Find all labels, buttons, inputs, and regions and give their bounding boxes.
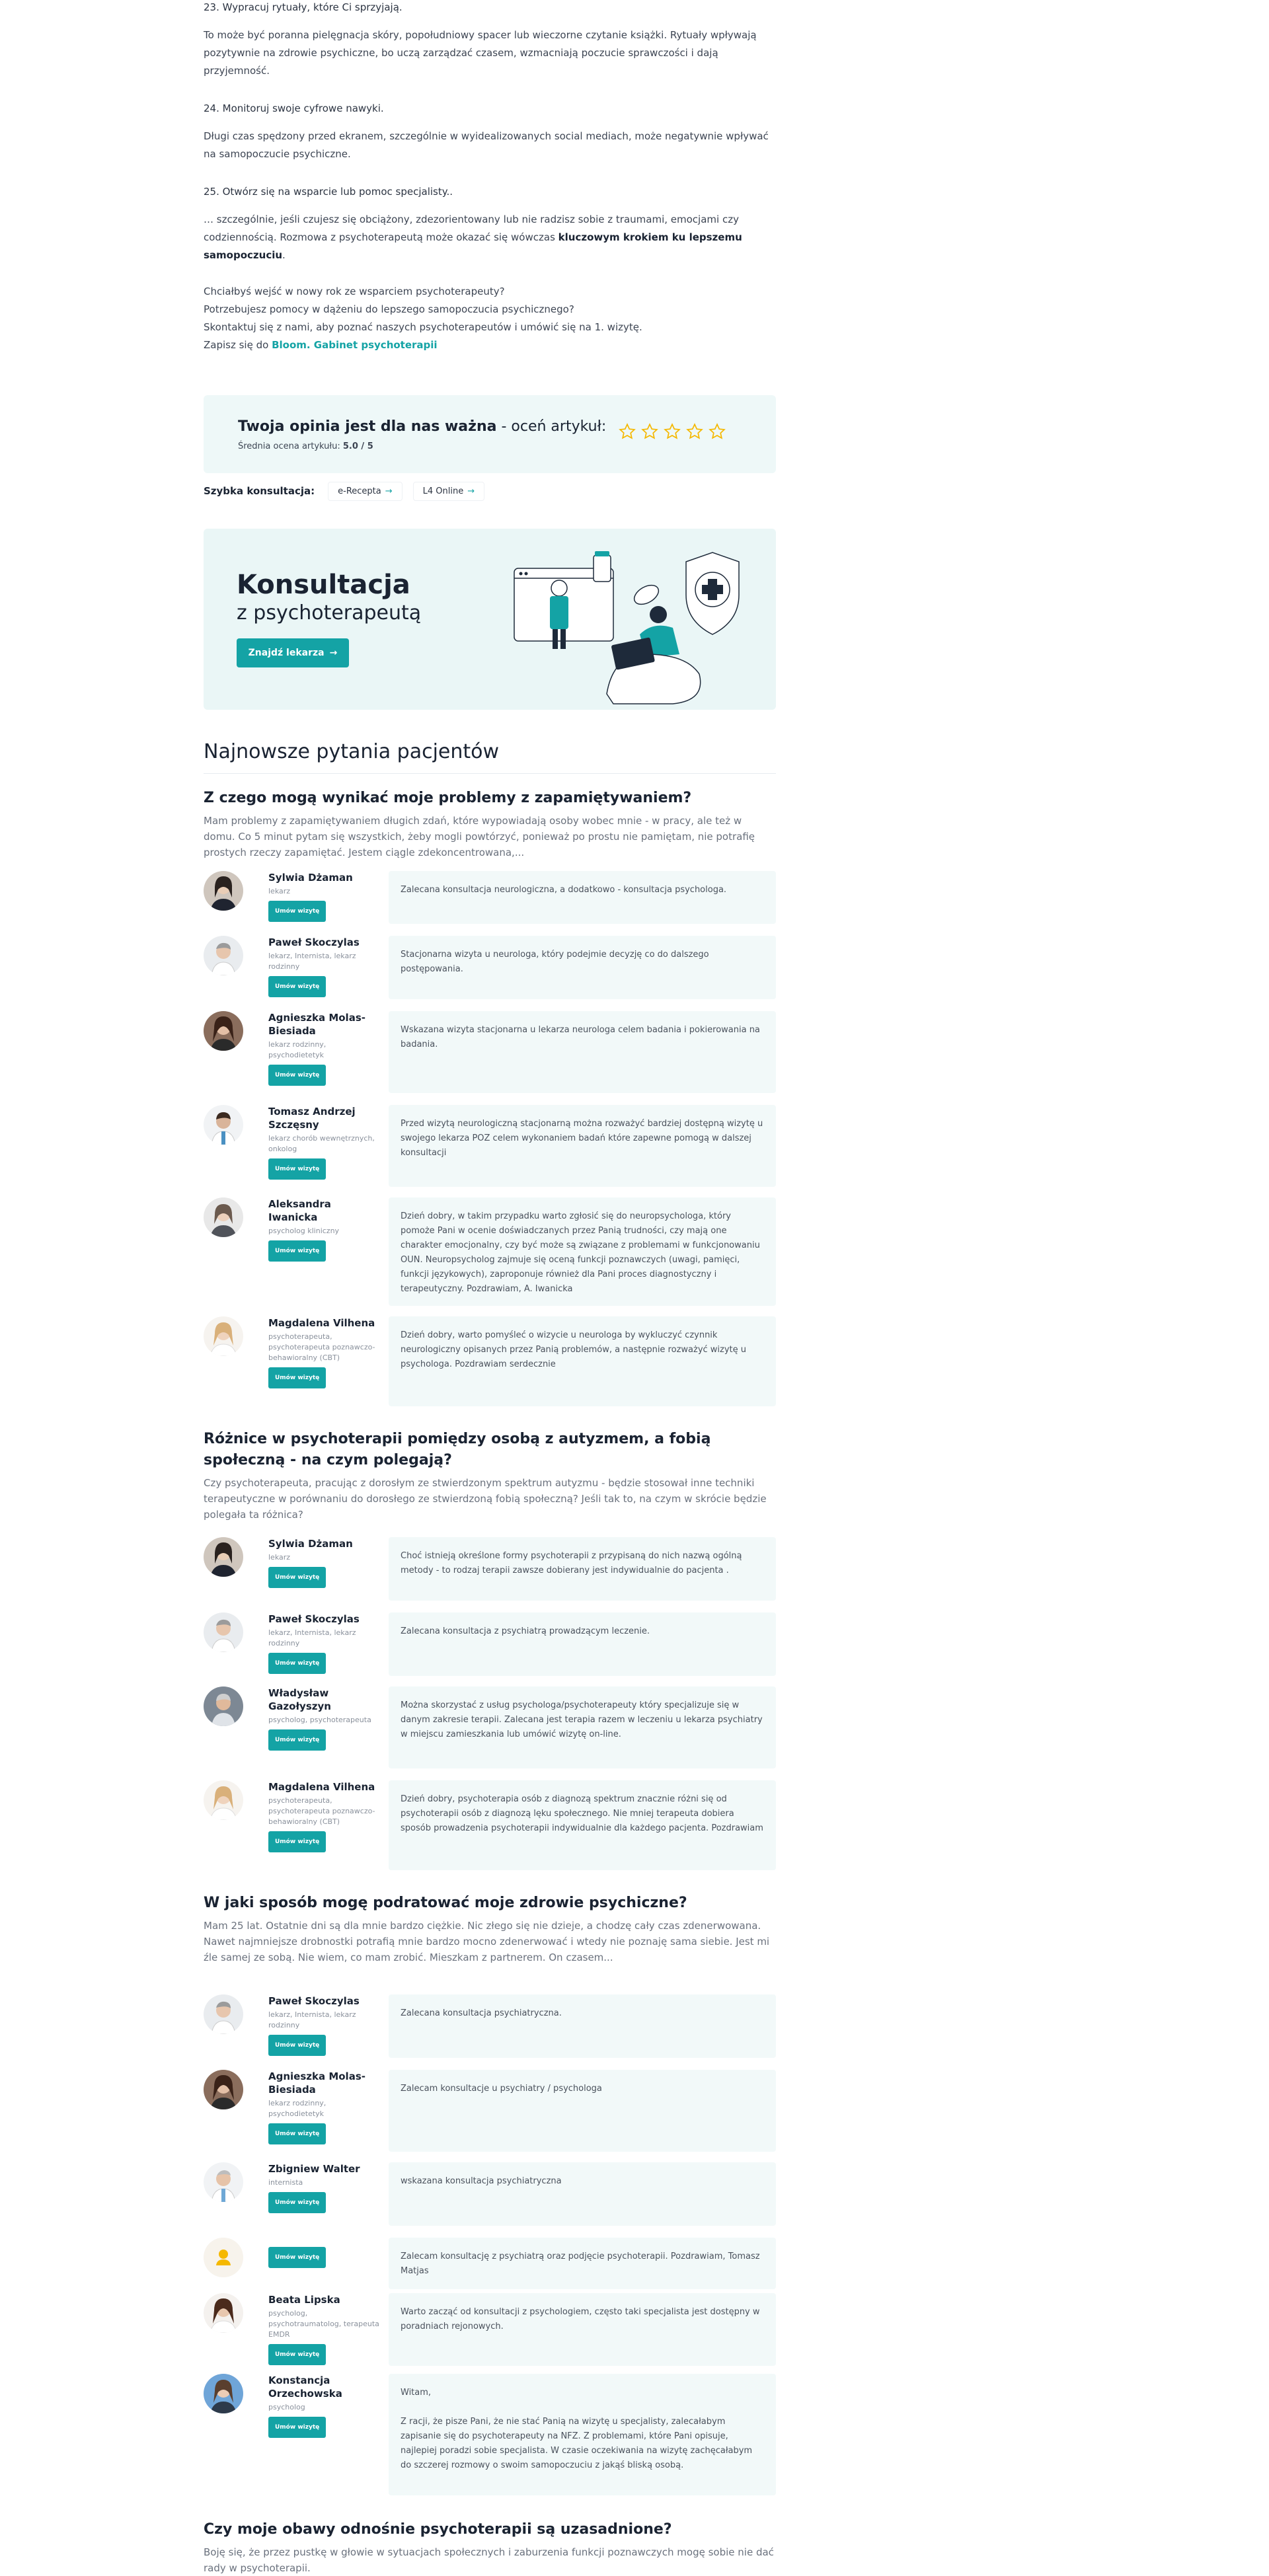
book-visit-button[interactable]: Umów wizytę [268,976,326,997]
button-label: Znajdź lekarza [248,648,325,658]
doctor-role: lekarz, Internista, lekarz rodzinny [268,952,356,971]
quick-consultation-label: Szybka konsultacja: [204,485,315,497]
list-item-heading: 25. Otwórz się na wsparcie lub pomoc specjalisty.. [204,186,453,198]
avatar[interactable] [204,1686,243,1726]
avatar[interactable] [204,1994,243,2034]
answer-text: Przed wizytą neurologiczną stacjonarną można rozważyć bardziej dostępną wizytę u swojego lekarza POZ celem wykonaniem badań które zapewne pomogą w dalszej konsultacji [389,1105,776,1187]
doctor-name[interactable]: Paweł Skoczylas [268,1613,360,1625]
doctor-name[interactable]: Konstancja Orzechowska [268,2374,342,2400]
question-text: Boję się, że przez pustkę w głowie w sytuacjach społecznych i zaburzenia funkcji poznawczych mogę sobie nie dać rady w psychoterapii. [204,2546,774,2574]
avatar[interactable] [204,1780,243,1820]
book-visit-button[interactable]: Umów wizytę [268,2123,326,2144]
answer-text: Zalecana konsultacja z psychiatrą prowadzącym leczenie. [389,1612,776,1676]
book-visit-button[interactable]: Umów wizytę [268,1831,326,1852]
avatar[interactable] [204,2293,243,2333]
doctor-role: lekarz rodzinny, psychodietetyk [268,2099,327,2118]
book-visit-button[interactable]: Umów wizytę [268,2247,326,2268]
answer-text: Zalecam konsultację z psychiatrą oraz podjęcie psychoterapii. Pozdrawiam, Tomasz Matjas [389,2238,776,2289]
answer [204,871,776,924]
doctor-name[interactable]: Agnieszka Molas-Biesiada [268,1012,365,1037]
doctor-info [268,2293,381,2365]
avatar[interactable] [204,2374,243,2413]
question-title[interactable]: Z czego mogą wynikać moje problemy z zapamiętywaniem? [204,790,692,806]
question [204,1429,776,1523]
question-title[interactable]: W jaki sposób mogę podratować moje zdrowie psychiczne? [204,1895,687,1911]
star-icon[interactable] [641,423,658,440]
doctor-info [268,871,381,922]
find-doctor-button[interactable] [237,638,349,667]
telemedicine-illustration [508,542,772,710]
answer-text: Dzień dobry, w takim przypadku warto zgłosić się do neuropsychologa, który pomoże Pani w ocenie doświadczanych przez Panią trudności, czy mają one charakter emocjonalny, czy być może są związane z problemami w funkcjonowaniu OUN. Neuropsycholog zajmuje się oceną funkcji poznawczych (uwagi, pamięci, funkcji językowych), zaproponuje również dla Pani proces diagnostyczny i terapeutyczny. Pozdrawiam, A. Iwanicka [389,1197,776,1306]
star-icon[interactable] [686,423,703,440]
doctor-info [268,1011,381,1086]
doctor-role: lekarz [268,887,291,895]
answer-text: Można skorzystać z usług psychologa/psychoterapeuty który specjalizuje się w danym zakresie terapii. Zalecana jest terapia razem w leczeniu u lekarza psychiatry w miejscu zamieszkania lub umówić wizytę on-line. [389,1686,776,1768]
paragraph: Długi czas spędzony przed ekranem, szczególnie w wyidealizowanych social mediach, może negatywnie wpływać na samopoczucie psychiczne. [204,130,769,160]
star-icon[interactable] [619,423,636,440]
text: … szczególnie, jeśli czujesz się obciążony, zdezorientowany lub nie radzisz sobie z traumami, emocjami czy codziennością. Rozmowa z psychoterapeutą może okazać się wówczas [204,213,739,243]
answer [204,2374,776,2495]
text: . [282,249,286,261]
avatar[interactable] [204,1105,243,1145]
doctor-name[interactable]: Władysław Gazołyszyn [268,1687,331,1712]
star-icon[interactable] [709,423,726,440]
arrow-right-icon: → [329,648,338,658]
doctor-role: psycholog [268,2403,305,2411]
avatar[interactable] [204,871,243,911]
doctor-info [268,1686,381,1751]
doctor-role: lekarz, Internista, lekarz rodzinny [268,2010,356,2029]
avatar[interactable] [204,1537,243,1577]
doctor-name[interactable]: Tomasz Andrzej Szczęsny [268,1106,356,1131]
avatar[interactable] [204,2162,243,2202]
book-visit-button[interactable]: Umów wizytę [268,2417,326,2438]
doctor-info [268,2374,381,2438]
book-visit-button[interactable]: Umów wizytę [268,1158,326,1180]
answer [204,2293,776,2366]
answer-text: Witam, Z racji, że pisze Pani, że nie stać Panią na wizytę u specjalisty, zalecałabym zapisanie się do psychoterapeuty na NFZ. Z problemami, które Pani opisuje, najlepiej poradzi sobie specjalista. W czasie oczekiwania na wizytę zachęcałabym do szczerej rozmowy o swoim samopoczuciu z jakąś bliską osobą. [389,2374,776,2495]
rating-title [238,418,606,435]
book-visit-button[interactable]: Umów wizytę [268,1729,326,1751]
doctor-info [268,2070,381,2144]
avatar[interactable] [204,2070,243,2109]
star-rating [619,423,726,440]
answer [204,1197,776,1306]
doctor-role: psychoterapeuta, psychoterapeuta poznawczo-behawioralny (CBT) [268,1796,375,1826]
article-body [204,0,776,354]
erecepta-link[interactable] [328,482,403,501]
avatar[interactable] [204,1612,243,1652]
doctor-info [268,1994,381,2056]
rating-average [238,441,373,451]
doctor-role: psychoterapeuta, psychoterapeuta poznawczo-behawioralny (CBT) [268,1332,375,1362]
banner-title: Konsultacja [237,570,410,600]
consultation-banner [204,529,776,710]
answer [204,1011,776,1093]
answer [204,2070,776,2152]
doctor-role: internista [268,2178,303,2187]
doctor-info [268,1197,381,1262]
question-text: Mam 25 lat. Ostatnie dni są dla mnie bardzo ciężkie. Nic złego się nie dzieje, a chodzę cały czas zdenerwowana. Nawet najmniejsze drobnostki potrafią mnie bardzo mocno zdenerwować i wtedy nie poznaję sama siebie. Jest mi źle samej ze sobą. Nie wiem, co mam zrobić. Mieszkam z partnerem. On czasem... [204,1920,770,1963]
arrow-right-icon: → [385,486,393,496]
answer-text: Dzień dobry, psychoterapia osób z diagnozą spektrum znacznie różni się od psychoterapii osób z diagnozą lęku społecznego. Nie mniej terapeuta dobiera sposób prowadzenia psychoterapii indywidualnie dla każdego pacjenta. Pozdrawiam [389,1780,776,1870]
answer-text: Zalecana konsultacja neurologiczna, a dodatkowo - konsultacja psychologa. [389,871,776,924]
book-visit-button[interactable]: Umów wizytę [268,2344,326,2365]
avatar[interactable] [204,1011,243,1051]
answer [204,1994,776,2058]
rating-average-label: Średnia ocena artykułu: [238,441,343,451]
doctor-info [268,1537,381,1588]
text: Zapisz się do [204,339,272,351]
list-item-body [204,211,776,264]
divider [204,773,776,774]
doctor-name[interactable]: Sylwia Dżaman [268,872,353,884]
book-visit-button[interactable]: Umów wizytę [268,1367,326,1388]
avatar[interactable] [204,1316,243,1356]
list-item-heading: 24. Monitoruj swoje cyfrowe nawyki. [204,102,384,114]
book-visit-button[interactable]: Umów wizytę [268,2192,326,2213]
book-visit-button[interactable]: Umów wizytę [268,1240,326,1262]
doctor-role: lekarz rodzinny, psychodietetyk [268,1040,327,1059]
doctor-name[interactable]: Magdalena Vilhena [268,1781,375,1793]
answer [204,1612,776,1676]
doctor-role: psycholog, psychotraumatolog, terapeuta EMDR [268,2309,379,2339]
list-item-body [204,26,776,80]
doctor-name[interactable]: Beata Lipska [268,2294,340,2306]
answer-text: wskazana konsultacja psychiatryczna [389,2162,776,2226]
question-text: Mam problemy z zapamiętywaniem długich zdań, które wypowiadają osoby wobec mnie - w pracy, ale też w domu. Co 5 minut pytam się wszystkich, żeby mogli powtórzyć, ponieważ po prostu nie pamiętam, nie potrafię prostych rzeczy zapamiętać. Jestem ciągle zdekoncentrowana,... [204,815,755,858]
doctor-info [268,2162,381,2213]
answer [204,2238,776,2289]
doctor-role: psycholog, psychoterapeuta [268,1716,371,1724]
avatar[interactable] [204,936,243,975]
arrow-right-icon: → [467,486,475,496]
answer-text: Dzień dobry, warto pomyśleć o wizycie u neurologa by wykluczyć czynnik neurologiczny opisanych przez Panią problemów, a następnie rozważyć wizytę u psychologa. Pozdrawiam serdecznie [389,1316,776,1406]
doctor-info [268,1105,381,1180]
doctor-info [268,1612,381,1674]
list-item-body [204,128,776,163]
star-icon[interactable] [664,423,681,440]
doctor-info [268,2243,381,2268]
chip-label: e-Recepta [338,486,381,496]
banner-subtitle: z psychoterapeutą [237,601,422,625]
doctor-info [268,1316,381,1388]
emphasis: kluczowym krokiem ku lepszemu samopoczuciu [204,231,742,261]
answer-text: Zalecam konsultacje u psychiatry / psychologa [389,2070,776,2152]
doctor-name[interactable]: Aleksandra Iwanicka [268,1198,331,1223]
doctor-role: lekarz [268,1553,291,1562]
question [204,788,776,860]
bloom-link[interactable]: Bloom. Gabinet psychoterapii [272,339,438,351]
doctor-name[interactable]: Sylwia Dżaman [268,1538,353,1550]
cta-line [204,336,776,354]
answer [204,1537,776,1601]
avatar[interactable] [204,1197,243,1237]
doctor-name[interactable]: Paweł Skoczylas [268,936,360,948]
book-visit-button[interactable]: Umów wizytę [268,1653,326,1674]
rating-title-bold: Twoja opinia jest dla nas ważna [238,418,497,435]
question-text: Czy psychoterapeuta, pracując z dorosłym ze stwierdzonym spektrum autyzmu - będzie stosował inne techniki terapeutyczne w porównaniu do dorosłego ze stwierdzoną fobią społeczną? Jeśli tak to, na czym w skrócie będzie polegała ta różnica? [204,1477,767,1521]
paragraph [204,211,776,264]
book-visit-button[interactable]: Umów wizytę [268,1065,326,1086]
answer [204,1780,776,1870]
list-item-heading: 23. Wypracuj rytuały, które Ci sprzyjają. [204,1,403,13]
doctor-name[interactable]: Paweł Skoczylas [268,1995,360,2007]
rating-average-value: 5.0 / 5 [342,441,373,451]
article-rating [204,395,776,473]
cta-line: Chciałbyś wejść w nowy rok ze wsparciem psychoterapeuty? [204,285,505,297]
doctor-name[interactable]: Agnieszka Molas-Biesiada [268,2070,365,2096]
answer [204,1686,776,1768]
book-visit-button[interactable]: Umów wizytę [268,901,326,922]
section-title: Najnowsze pytania pacjentów [204,740,500,763]
answer-text: Warto zacząć od konsultacji z psychologiem, często taki specjalista jest dostępny w poradniach rejonowych. [389,2293,776,2366]
answer [204,2162,776,2226]
answer [204,936,776,999]
chip-label: L4 Online [422,486,464,496]
answer [204,1316,776,1406]
avatar-placeholder[interactable] [204,2238,243,2277]
doctor-role: psycholog kliniczny [268,1227,340,1235]
rating-title-rest: - oceń artykuł: [496,418,607,435]
doctor-role: lekarz chorób wewnętrznych, onkolog [268,1134,375,1153]
question-title[interactable]: Różnice w psychoterapii pomiędzy osobą z autyzmem, a fobią społeczną - na czym polegają? [204,1431,711,1468]
doctor-info [268,936,381,997]
answer-text: Zalecana konsultacja psychiatryczna. [389,1994,776,2058]
cta-line: Potrzebujesz pomocy w dążeniu do lepszego samopoczucia psychicznego? [204,303,574,315]
answer-text: Wskazana wizyta stacjonarna u lekarza neurologa celem badania i pokierowania na badania. [389,1011,776,1093]
doctor-name[interactable]: Magdalena Vilhena [268,1317,375,1329]
answer [204,1105,776,1187]
paragraph: To może być poranna pielęgnacja skóry, popołudniowy spacer lub wieczorne czytanie książki. Rytuały wpływają pozytywnie na zdrowie psychiczne, bo uczą zarządzać czasem, wzmacniają poczucie sprawczości i dają przyjemność. [204,29,757,77]
answer-text: Stacjonarna wizyta u neurologa, który podejmie decyzję co do dalszego postępowania. [389,936,776,999]
l4-online-link[interactable] [413,482,485,501]
doctor-role: lekarz, Internista, lekarz rodzinny [268,1628,356,1648]
book-visit-button[interactable]: Umów wizytę [268,1567,326,1588]
answer-text: Choć istnieją określone formy psychoterapii z przypisaną do nich nazwą ogólną metody - to rodzaj terapii zawsze dobierany jest indywidualnie do pacjenta . [389,1537,776,1601]
quick-consultation [204,482,484,500]
doctor-info [268,1780,381,1852]
question [204,2519,776,2576]
question-title[interactable]: Czy moje obawy odnośnie psychoterapii są uzasadnione? [204,2521,672,2538]
book-visit-button[interactable]: Umów wizytę [268,2035,326,2056]
cta-line: Skontaktuj się z nami, aby poznać naszych psychoterapeutów i umówić się na 1. wizytę. [204,321,642,333]
question [204,1893,776,1965]
doctor-name[interactable]: Zbigniew Walter [268,2163,360,2175]
